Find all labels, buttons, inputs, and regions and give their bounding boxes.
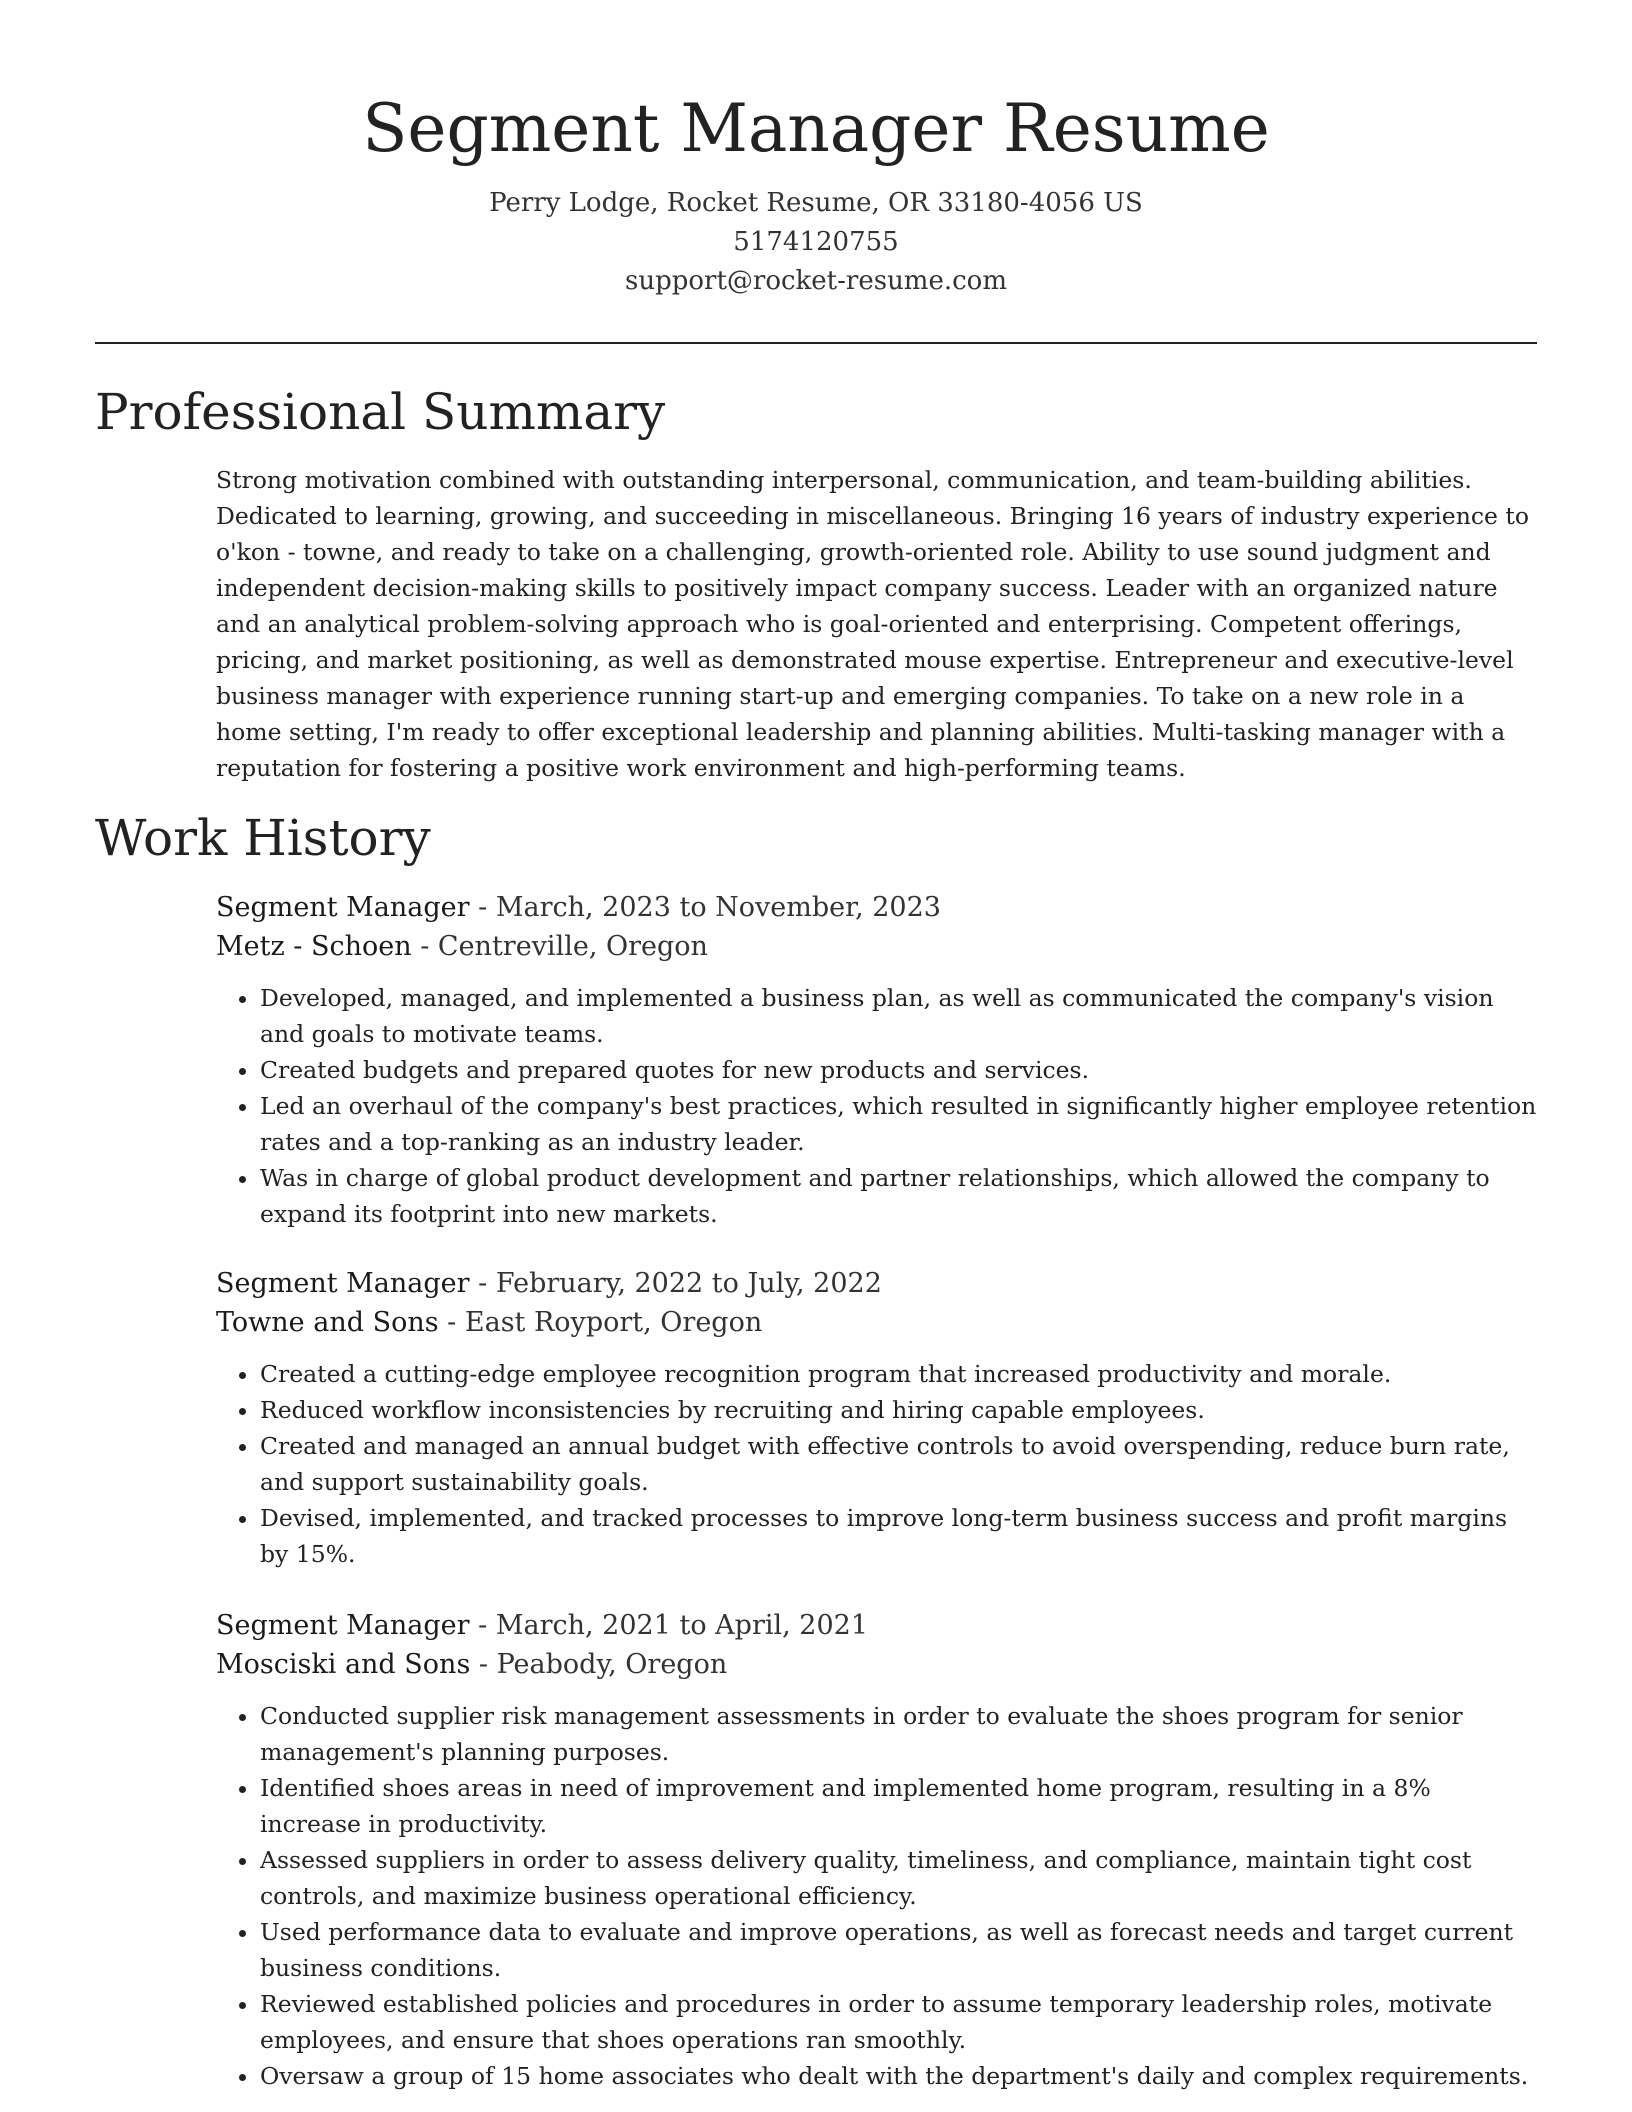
job-company: Metz - Schoen: [216, 931, 412, 962]
job-title-line: [216, 888, 1538, 927]
summary-heading: Professional Summary: [95, 383, 666, 441]
address-text: Perry Lodge, Rocket Resume, OR 33180-4056 US: [489, 188, 1143, 218]
job-bullet-list: [216, 1356, 1538, 1572]
job-bullet: • Used performance data to evaluate and improve operations, as well as forecast needs and target current business conditions.: [260, 1914, 1538, 1986]
job-bullet: • Reviewed established policies and procedures in order to assume temporary leadership roles, motivate employees, and ensure that shoes operations ran smoothly.: [260, 1986, 1538, 2058]
job-entry: [216, 888, 1538, 1232]
job-bullet: • Led an overhaul of the company's best practices, which resulted in significantly higher employee retention rates and a top-ranking as an industry leader.: [260, 1088, 1538, 1160]
job-bullet: • Identified shoes areas in need of improvement and implemented home program, resulting in a 8% increase in productivity.: [260, 1770, 1538, 1842]
job-bullet: • Created budgets and prepared quotes for new products and services.: [260, 1052, 1538, 1088]
job-title: Segment Manager: [216, 892, 470, 923]
job-location: - East Royport, Oregon: [438, 1307, 763, 1338]
job-company-line: [216, 1303, 1538, 1342]
header-divider: [95, 342, 1537, 344]
resume-header: [95, 84, 1537, 301]
job-bullet: • Created a cutting-edge employee recognition program that increased productivity and morale.: [260, 1356, 1538, 1392]
job-company: Mosciski and Sons: [216, 1649, 471, 1680]
job-company-line: [216, 927, 1538, 966]
job-title: Segment Manager: [216, 1268, 470, 1299]
job-bullet: • Was in charge of global product development and partner relationships, which allowed the company to expand its footprint into new markets.: [260, 1160, 1538, 1232]
job-company-line: [216, 1645, 1538, 1684]
contact-info: [95, 184, 1537, 301]
job-bullet-list: [216, 1698, 1538, 2094]
summary-text: Strong motivation combined with outstanding interpersonal, communication, and team-building abilities. Dedicated to learning, growing, and succeeding in miscellaneous. Bringing 16 years of industry experience to o'kon - towne, and ready to take on a challenging, growth-oriented role. Ability to use sound judgment and independent decision-making skills to positively impact company success. Leader with an organized nature and an analytical problem-solving approach who is goal-oriented and enterprising. Competent offerings, pricing, and market positioning, as well as demonstrated mouse expertise. Entrepreneur and executive-level business manager with experience running start-up and emerging companies. To take on a new role in a home setting, I'm ready to offer exceptional leadership and planning abilities. Multi-tasking manager with a reputation for fostering a positive work environment and high-performing teams.: [216, 466, 1529, 782]
work-history-heading: Work History: [95, 809, 431, 867]
job-bullet: • Created and managed an annual budget with effective controls to avoid overspending, reduce burn rate, and support sustainability goals.: [260, 1428, 1538, 1500]
job-location: - Peabody, Oregon: [470, 1649, 728, 1680]
job-bullet-list: [216, 980, 1538, 1232]
job-entry: [216, 1264, 1538, 1572]
job-bullet: • Oversaw a group of 15 home associates who dealt with the department's daily and complex requirements.: [260, 2058, 1538, 2094]
job-title-line: [216, 1606, 1538, 1645]
job-bullet: • Assessed suppliers in order to assess delivery quality, timeliness, and compliance, maintain tight cost controls, and maximize business operational efficiency.: [260, 1842, 1538, 1914]
job-company: Towne and Sons: [216, 1307, 439, 1338]
job-bullet: • Devised, implemented, and tracked processes to improve long-term business success and profit margins by 15%.: [260, 1500, 1538, 1572]
job-bullet: • Reduced workflow inconsistencies by recruiting and hiring capable employees.: [260, 1392, 1538, 1428]
job-bullet: • Developed, managed, and implemented a business plan, as well as communicated the company's vision and goals to motivate teams.: [260, 980, 1538, 1052]
page-title: Segment Manager Resume: [362, 90, 1270, 167]
job-title-line: [216, 1264, 1538, 1303]
job-entry: [216, 1606, 1538, 2094]
job-dates: - March, 2021 to April, 2021: [469, 1610, 868, 1641]
job-bullet: • Conducted supplier risk management assessments in order to evaluate the shoes program for senior management's planning purposes.: [260, 1698, 1538, 1770]
email-text: support@rocket-resume.com: [624, 266, 1007, 296]
job-title: Segment Manager: [216, 1610, 470, 1641]
job-location: - Centreville, Oregon: [411, 931, 708, 962]
job-dates: - February, 2022 to July, 2022: [469, 1268, 882, 1299]
phone-text: 5174120755: [733, 227, 899, 257]
job-dates: - March, 2023 to November, 2023: [469, 892, 941, 923]
